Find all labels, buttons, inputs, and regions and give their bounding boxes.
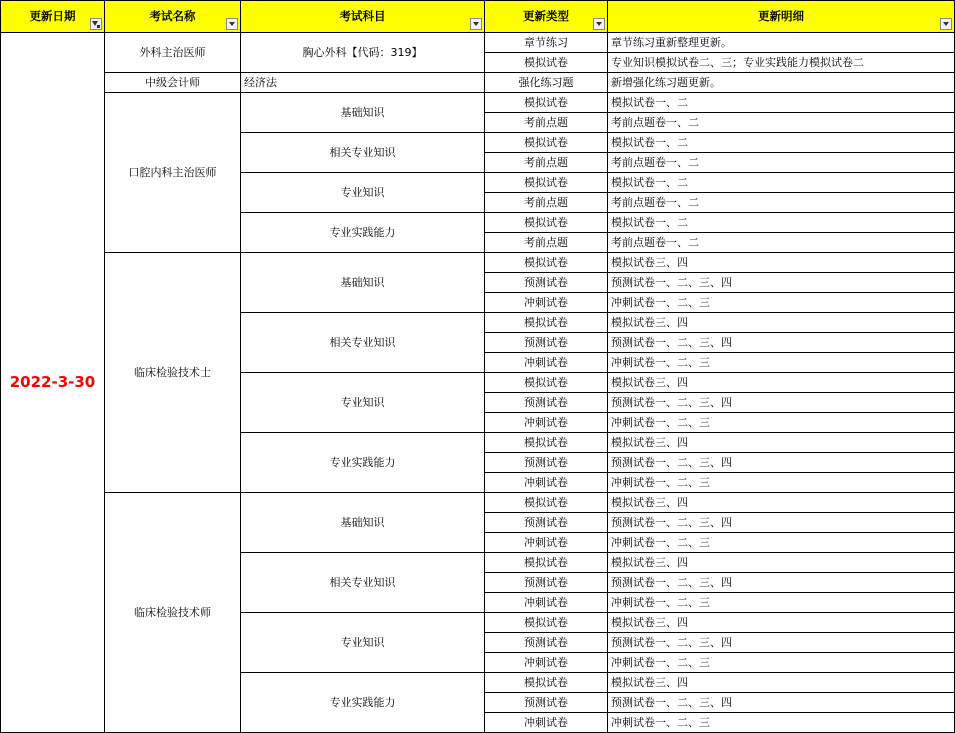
header-exam-name: 考试名称 <box>105 1 241 33</box>
update-type-cell: 预测试卷 <box>485 693 608 713</box>
update-type-cell: 模拟试卷 <box>485 313 608 333</box>
update-detail-cell: 预测试卷一、二、三、四 <box>608 693 955 713</box>
update-type-cell: 冲刺试卷 <box>485 533 608 553</box>
update-type-cell: 模拟试卷 <box>485 613 608 633</box>
update-type-cell: 考前点题 <box>485 113 608 133</box>
header-update-detail: 更新明细 <box>608 1 955 33</box>
update-detail-cell: 预测试卷一、二、三、四 <box>608 633 955 653</box>
update-detail-cell: 冲刺试卷一、二、三 <box>608 353 955 373</box>
update-detail-cell: 考前点题卷一、二 <box>608 233 955 253</box>
update-type-cell: 考前点题 <box>485 233 608 253</box>
update-type-cell: 模拟试卷 <box>485 213 608 233</box>
exam-name-cell: 口腔内科主治医师 <box>105 93 241 253</box>
exam-subject-cell: 专业知识 <box>241 173 485 213</box>
update-type-cell: 模拟试卷 <box>485 133 608 153</box>
header-update-date: 更新日期 <box>1 1 105 33</box>
update-type-cell: 预测试卷 <box>485 273 608 293</box>
update-detail-cell: 预测试卷一、二、三、四 <box>608 513 955 533</box>
filter-active-icon[interactable] <box>90 18 102 30</box>
update-detail-cell: 预测试卷一、二、三、四 <box>608 393 955 413</box>
exam-subject-cell: 专业实践能力 <box>241 213 485 253</box>
update-detail-cell: 考前点题卷一、二 <box>608 113 955 133</box>
update-detail-cell: 新增强化练习题更新。 <box>608 73 955 93</box>
update-detail-cell: 考前点题卷一、二 <box>608 153 955 173</box>
exam-subject-cell: 专业实践能力 <box>241 433 485 493</box>
update-detail-cell: 模拟试卷一、二 <box>608 93 955 113</box>
update-type-cell: 冲刺试卷 <box>485 413 608 433</box>
exam-subject-cell: 专业知识 <box>241 373 485 433</box>
exam-subject-cell: 专业实践能力 <box>241 673 485 733</box>
update-type-cell: 模拟试卷 <box>485 673 608 693</box>
table-row <box>1 253 955 273</box>
update-type-cell: 模拟试卷 <box>485 553 608 573</box>
exam-subject-cell: 相关专业知识 <box>241 313 485 373</box>
exam-name-cell: 中级会计师 <box>105 73 241 93</box>
update-detail-cell: 冲刺试卷一、二、三 <box>608 293 955 313</box>
exam-subject-cell: 基础知识 <box>241 253 485 313</box>
update-type-cell: 冲刺试卷 <box>485 353 608 373</box>
update-type-cell: 模拟试卷 <box>485 93 608 113</box>
update-type-cell: 模拟试卷 <box>485 373 608 393</box>
update-detail-cell: 预测试卷一、二、三、四 <box>608 333 955 353</box>
update-type-cell: 冲刺试卷 <box>485 653 608 673</box>
update-detail-cell: 模拟试卷三、四 <box>608 613 955 633</box>
update-detail-cell: 预测试卷一、二、三、四 <box>608 453 955 473</box>
table-row <box>1 73 955 93</box>
update-type-cell: 模拟试卷 <box>485 253 608 273</box>
update-detail-cell: 章节练习重新整理更新。 <box>608 33 955 53</box>
exam-subject-cell: 专业知识 <box>241 613 485 673</box>
update-detail-cell: 模拟试卷三、四 <box>608 373 955 393</box>
update-detail-cell: 考前点题卷一、二 <box>608 193 955 213</box>
exam-subject-cell: 基础知识 <box>241 493 485 553</box>
update-type-cell: 冲刺试卷 <box>485 593 608 613</box>
exam-subject-cell: 相关专业知识 <box>241 553 485 613</box>
update-type-cell: 考前点题 <box>485 153 608 173</box>
header-exam-subject: 考试科目 <box>241 1 485 33</box>
update-type-cell: 预测试卷 <box>485 513 608 533</box>
update-detail-cell: 预测试卷一、二、三、四 <box>608 573 955 593</box>
update-date-cell: 2022-3-30 <box>1 33 105 733</box>
update-type-cell: 预测试卷 <box>485 573 608 593</box>
update-type-cell: 预测试卷 <box>485 453 608 473</box>
update-type-cell: 模拟试卷 <box>485 53 608 73</box>
exam-subject-cell: 相关专业知识 <box>241 133 485 173</box>
update-type-cell: 章节练习 <box>485 33 608 53</box>
dropdown-arrow-icon[interactable] <box>226 18 238 30</box>
update-detail-cell: 模拟试卷一、二 <box>608 213 955 233</box>
update-detail-cell: 冲刺试卷一、二、三 <box>608 473 955 493</box>
update-detail-cell: 模拟试卷三、四 <box>608 433 955 453</box>
update-type-cell: 冲刺试卷 <box>485 713 608 733</box>
update-type-cell: 冲刺试卷 <box>485 473 608 493</box>
update-detail-cell: 冲刺试卷一、二、三 <box>608 593 955 613</box>
dropdown-arrow-icon[interactable] <box>593 18 605 30</box>
exam-name-cell: 外科主治医师 <box>105 33 241 73</box>
update-detail-cell: 模拟试卷三、四 <box>608 313 955 333</box>
update-detail-cell: 冲刺试卷一、二、三 <box>608 653 955 673</box>
exam-subject-cell: 基础知识 <box>241 93 485 133</box>
header-row <box>1 1 955 33</box>
update-detail-cell: 专业知识模拟试卷二、三；专业实践能力模拟试卷二 <box>608 53 955 73</box>
update-type-cell: 预测试卷 <box>485 633 608 653</box>
update-detail-cell: 模拟试卷三、四 <box>608 553 955 573</box>
update-type-cell: 模拟试卷 <box>485 433 608 453</box>
exam-subject-cell: 胸心外科【代码：319】 <box>241 33 485 73</box>
update-type-cell: 预测试卷 <box>485 333 608 353</box>
update-detail-cell: 模拟试卷三、四 <box>608 673 955 693</box>
exam-name-cell: 临床检验技术士 <box>105 253 241 493</box>
table-row <box>1 493 955 513</box>
table-body <box>1 33 955 733</box>
dropdown-arrow-icon[interactable] <box>470 18 482 30</box>
update-type-cell: 模拟试卷 <box>485 493 608 513</box>
update-detail-cell: 冲刺试卷一、二、三 <box>608 413 955 433</box>
update-detail-cell: 模拟试卷一、二 <box>608 133 955 153</box>
update-detail-cell: 模拟试卷三、四 <box>608 253 955 273</box>
update-type-cell: 冲刺试卷 <box>485 293 608 313</box>
update-type-cell: 考前点题 <box>485 193 608 213</box>
header-update-type: 更新类型 <box>485 1 608 33</box>
update-detail-cell: 模拟试卷三、四 <box>608 493 955 513</box>
update-detail-cell: 预测试卷一、二、三、四 <box>608 273 955 293</box>
update-detail-cell: 模拟试卷一、二 <box>608 173 955 193</box>
exam-name-cell: 临床检验技术师 <box>105 493 241 733</box>
update-type-cell: 预测试卷 <box>485 393 608 413</box>
update-type-cell: 模拟试卷 <box>485 173 608 193</box>
table-row <box>1 93 955 113</box>
exam-subject-cell: 经济法 <box>241 73 485 93</box>
update-detail-cell: 冲刺试卷一、二、三 <box>608 713 955 733</box>
dropdown-arrow-icon[interactable] <box>940 18 952 30</box>
update-type-cell: 强化练习题 <box>485 73 608 93</box>
update-detail-cell: 冲刺试卷一、二、三 <box>608 533 955 553</box>
table-row <box>1 33 955 53</box>
